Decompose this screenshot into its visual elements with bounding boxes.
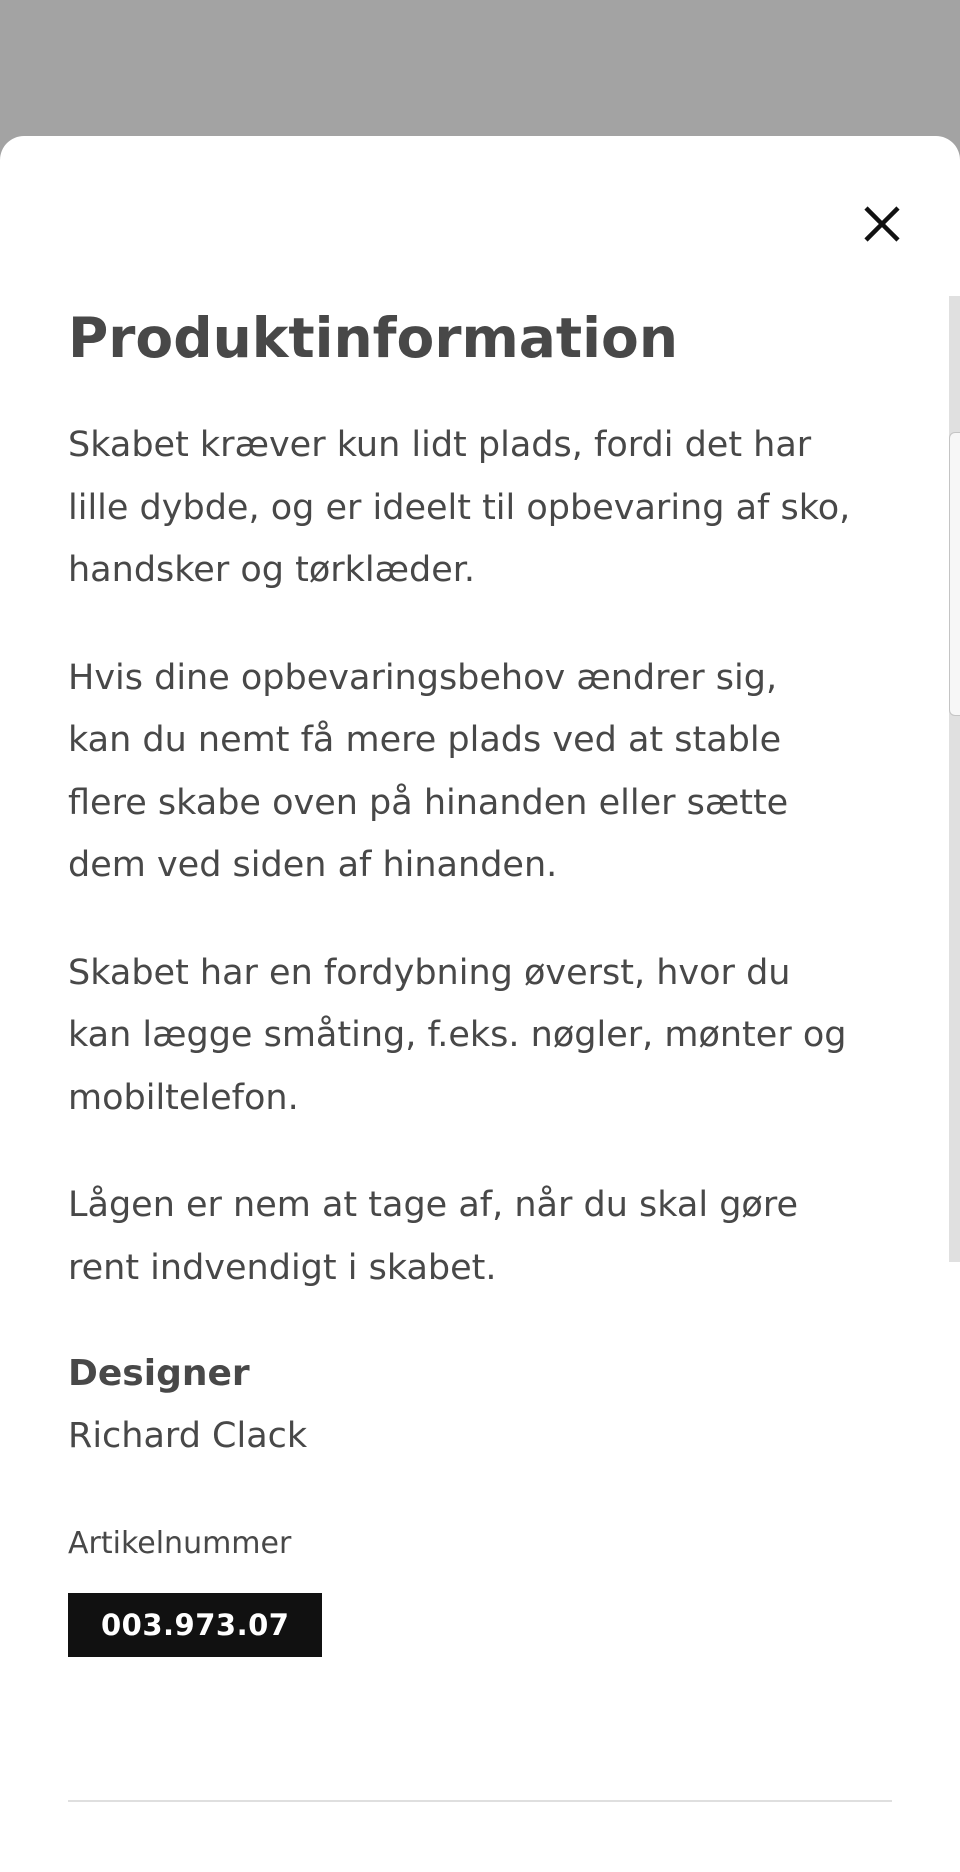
product-info-content [68, 300, 898, 1657]
designer-name: Richard Clack [68, 1416, 308, 1456]
description-paragraph-1: Skabet kræver kun lidt plads, fordi det har lille dybde, og er ideelt til opbevaring af sko, handsker og tørklæder. [68, 425, 851, 590]
article-number-badge: 003.973.07 [68, 1593, 322, 1657]
scrollbar-thumb[interactable] [949, 432, 960, 716]
page-title: Produktinformation [68, 306, 678, 370]
description-paragraph-3: Skabet har en fordybning øverst, hvor du kan lægge småting, f.eks. nøgler, mønter og mobiltelefon. [68, 952, 847, 1118]
close-button[interactable] [852, 194, 912, 254]
close-icon [862, 204, 902, 244]
designer-label: Designer [68, 1353, 250, 1394]
product-info-sheet [0, 136, 960, 1872]
description-paragraph-4: Lågen er nem at tage af, når du skal gøre rent indvendigt i skabet. [68, 1185, 798, 1288]
section-divider [68, 1800, 892, 1802]
description-paragraph-2: Hvis dine opbevaringsbehov ændrer sig, kan du nemt få mere plads ved at stable flere skabe oven på hinanden eller sætte dem ved siden af hinanden. [68, 657, 789, 885]
article-number-label: Artikelnummer [68, 1526, 292, 1561]
